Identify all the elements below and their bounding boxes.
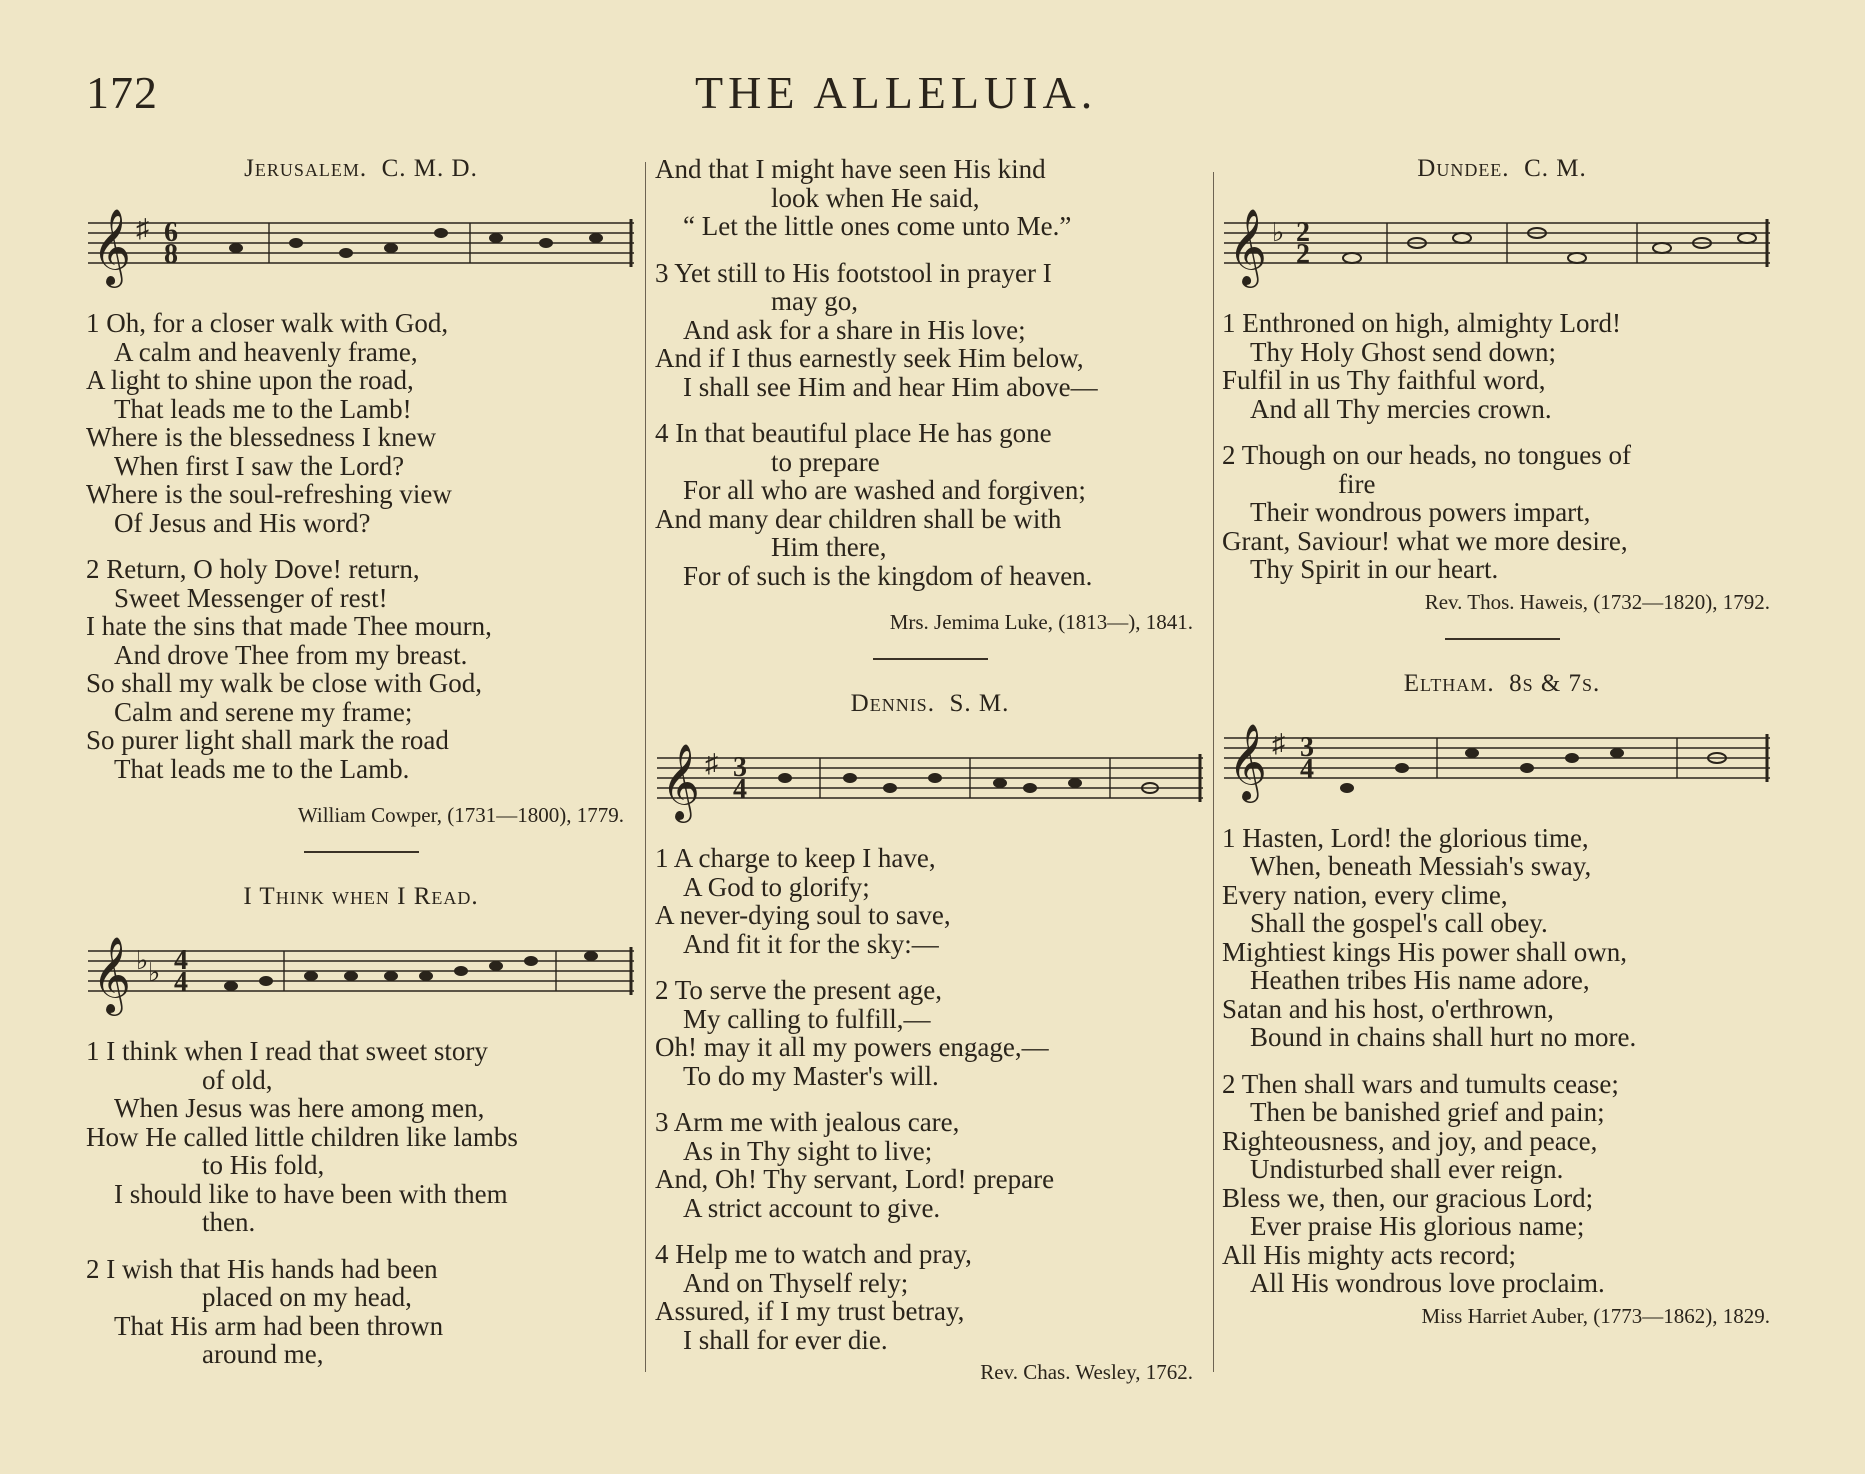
verse-line: And many dear children shall be with (655, 503, 1062, 534)
page-number: 172 (86, 67, 158, 118)
column-rule-right (1213, 172, 1214, 1372)
time-signature-top: 3 (1300, 731, 1314, 763)
verse-line: Satan and his host, o'erthrown, (1222, 993, 1554, 1024)
verse-line: Mightiest kings His power shall own, (1222, 936, 1627, 967)
verse-line: Him there, (771, 532, 887, 562)
verse-line: I shall see Him and hear Him above— (683, 371, 1098, 402)
svg-text:𝄞: 𝄞 (92, 936, 132, 1013)
verse-line: Where is the soul-refreshing view (86, 479, 452, 509)
verse-line: I shall for ever die. (683, 1324, 888, 1355)
verse-line: Their wondrous powers impart, (1250, 497, 1591, 527)
verse-line: then. (202, 1207, 256, 1237)
svg-text:♭: ♭ (136, 946, 149, 975)
stanza (1222, 441, 1782, 584)
verse-line: Shall the gospel's call obey. (1250, 908, 1548, 938)
verse-line: When, beneath Messiah's sway, (1250, 851, 1592, 881)
hymn-jerusalem-stanzas (86, 309, 636, 829)
verse-line: 2 I wish that His hands had been (86, 1253, 438, 1284)
tune-title-jerusalem: Jerusalem. C. M. D. (244, 155, 478, 182)
verse-line: For all who are washed and forgiven; (683, 475, 1086, 505)
verse-line: That leads me to the Lamb. (114, 753, 410, 784)
verse-line: Sweet Messenger of rest! (114, 582, 388, 613)
verse-line: 2 Then shall wars and tumults cease; (1222, 1068, 1619, 1099)
column-2 (655, 155, 1205, 1386)
verse-line: 2 Though on our heads, no tongues of (1222, 440, 1631, 470)
verse-line: around me, (202, 1339, 324, 1369)
time-signature-top: 3 (733, 752, 747, 783)
verse-line: A never-dying soul to save, (655, 900, 951, 930)
hymn-author: Rev. Thos. Haweis, (1732—1820), 1792. (1424, 589, 1770, 614)
tune-title-eltham: Eltham. 8s & 7s. (1403, 669, 1601, 697)
verse-line: to His fold, (202, 1150, 325, 1180)
verse-line: Assured, if I my trust betray, (655, 1296, 965, 1326)
svg-text:♭: ♭ (1272, 218, 1285, 247)
verse-line: Undisturbed shall ever reign. (1250, 1154, 1564, 1184)
verse-line: Of Jesus and His word? (114, 507, 371, 538)
hymn-separator (873, 658, 988, 660)
stanza (655, 1240, 1205, 1354)
verse-line: And fit it for the sky:— (683, 928, 939, 959)
verse-line: Fulfil in us Thy faithful word, (1222, 365, 1546, 395)
verse-line: Where is the blessedness I knew (86, 422, 437, 452)
svg-text:♭: ♭ (148, 958, 161, 987)
time-signature-bottom: 4 (174, 967, 188, 998)
verse-line: “ Let the little ones come unto Me.” (683, 211, 1072, 241)
music-staff-i-think-when-i-read (86, 919, 638, 1019)
verse-line: of old, (202, 1064, 273, 1095)
stanza (86, 1037, 636, 1237)
hymn-author: William Cowper, (1731—1800), 1779. (297, 803, 624, 827)
svg-text:♯: ♯ (1272, 728, 1285, 758)
verse-line: A calm and heavenly frame, (114, 336, 418, 367)
verse-line: And ask for a share in His love; (683, 314, 1026, 345)
svg-text:𝄞: 𝄞 (92, 208, 132, 285)
verse-line: Righteousness, and joy, and peace, (1222, 1125, 1598, 1156)
stanza-continued (655, 155, 1205, 241)
verse-line: look when He said, (771, 182, 980, 213)
svg-text:𝄞: 𝄞 (1228, 722, 1268, 800)
verse-line: A God to glorify; (683, 871, 870, 902)
verse-line: Then be banished grief and pain; (1250, 1097, 1605, 1127)
verse-line: Bless we, then, our gracious Lord; (1222, 1182, 1594, 1213)
verse-line: So purer light shall mark the road (86, 725, 449, 755)
hymn-author: Mrs. Jemima Luke, (1813—), 1841. (889, 610, 1193, 634)
stanza (86, 309, 636, 537)
verse-line: 1 Oh, for a closer walk with God, (86, 308, 449, 338)
verse-line: 1 Hasten, Lord! the glorious time, (1222, 822, 1589, 853)
running-head: THE ALLELUIA. (695, 67, 1098, 118)
verse-line: 3 Arm me with jealous care, (655, 1107, 960, 1137)
svg-text:♯: ♯ (705, 749, 718, 778)
hymn-dennis-stanzas (655, 844, 1205, 1386)
time-signature-bottom: 2 (1296, 239, 1310, 270)
verse-line: 4 Help me to watch and pray, (655, 1239, 972, 1269)
verse-line: 2 Return, O holy Dove! return, (86, 554, 420, 584)
hymn-separator (1445, 638, 1560, 640)
stanza (86, 555, 636, 783)
verse-line: may go, (771, 286, 858, 316)
stanza (1222, 824, 1782, 1052)
time-signature-top: 2 (1296, 217, 1310, 248)
verse-line: 2 To serve the present age, (655, 975, 943, 1005)
music-staff-eltham (1222, 706, 1774, 806)
stanza (655, 259, 1205, 402)
stanza (86, 1255, 636, 1369)
verse-line: I should like to have been with them (114, 1178, 508, 1209)
verse-line: So shall my walk be close with God, (86, 668, 482, 698)
column-3 (1222, 155, 1782, 1330)
column-rule-left (645, 162, 646, 1372)
hymn-dundee-stanzas (1222, 309, 1782, 616)
verse-line: And all Thy mercies crown. (1250, 393, 1552, 424)
verse-line: Heathen tribes His name adore, (1250, 965, 1590, 995)
verse-line: Oh! may it all my powers engage,— (655, 1032, 1049, 1062)
verse-line: to prepare (771, 446, 880, 477)
tune-title-dennis: Dennis. S. M. (850, 690, 1010, 717)
verse-line: And that I might have seen His kind (655, 154, 1046, 184)
verse-line: How He called little children like lambs (86, 1121, 518, 1152)
verse-line: When Jesus was here among men, (114, 1093, 485, 1123)
verse-line: 1 A charge to keep I have, (655, 843, 936, 873)
verse-line: 4 In that beautiful place He has gone (655, 418, 1052, 448)
verse-line: As in Thy sight to live; (683, 1135, 933, 1166)
column-1 (86, 155, 636, 1387)
verse-line: fire (1338, 468, 1376, 499)
verse-line: placed on my head, (202, 1282, 412, 1312)
verse-line: And on Thyself rely; (683, 1267, 909, 1298)
verse-line: My calling to fulfill,— (683, 1003, 931, 1034)
time-signature-bottom: 8 (164, 239, 178, 270)
verse-line: Grant, Saviour! what we more desire, (1222, 525, 1628, 556)
stanza (1222, 309, 1782, 423)
time-signature-top: 4 (174, 945, 188, 976)
verse-line: Ever praise His glorious name; (1250, 1211, 1585, 1241)
verse-line: A light to shine upon the road, (86, 365, 414, 395)
verse-line: Bound in chains shall hurt no more. (1250, 1022, 1637, 1052)
verse-line: 1 Enthroned on high, almighty Lord! (1222, 308, 1621, 338)
verse-line: All His wondrous love proclaim. (1250, 1268, 1605, 1298)
svg-text:♯: ♯ (136, 214, 149, 243)
verse-line: That His arm had been thrown (114, 1310, 444, 1341)
hymn-eltham-stanzas (1222, 824, 1782, 1330)
verse-line: That leads me to the Lamb! (114, 393, 412, 424)
stanza (655, 1108, 1205, 1222)
verse-line: For of such is the kingdom of heaven. (683, 560, 1093, 591)
svg-text:𝄞: 𝄞 (1228, 208, 1268, 285)
music-staff-jerusalem (86, 191, 638, 291)
verse-line: 3 Yet still to His footstool in prayer I (655, 257, 1052, 288)
hymn-author: Miss Harriet Auber, (1773—1862), 1829. (1421, 1303, 1770, 1328)
verse-line: Calm and serene my frame; (114, 696, 413, 727)
stanza (655, 844, 1205, 958)
music-staff-dennis (655, 726, 1207, 826)
time-signature-bottom: 4 (1300, 753, 1314, 785)
hymn-author: Rev. Chas. Wesley, 1762. (980, 1360, 1193, 1384)
verse-line: And, Oh! Thy servant, Lord! prepare (655, 1164, 1055, 1194)
verse-line: Every nation, every clime, (1222, 879, 1508, 910)
time-signature-top: 6 (164, 217, 178, 248)
verse-line: And drove Thee from my breast. (114, 639, 468, 670)
svg-text:𝄞: 𝄞 (661, 743, 701, 820)
hymn-i-think-stanzas-part2 (655, 155, 1205, 636)
verse-line: Thy Holy Ghost send down; (1250, 336, 1556, 367)
music-staff-dundee (1222, 191, 1774, 291)
tune-title-dundee: Dundee. C. M. (1417, 155, 1587, 182)
verse-line: 1 I think when I read that sweet story (86, 1036, 488, 1066)
hymn-i-think-stanzas-part1 (86, 1037, 636, 1369)
time-signature-bottom: 4 (733, 774, 747, 805)
verse-line: I hate the sins that made Thee mourn, (86, 611, 492, 641)
verse-line: Thy Spirit in our heart. (1250, 554, 1499, 584)
stanza (655, 976, 1205, 1090)
hymn-separator (304, 851, 419, 853)
verse-line: And if I thus earnestly seek Him below, (655, 343, 1084, 373)
verse-line: A strict account to give. (683, 1192, 941, 1223)
verse-line: To do my Master's will. (683, 1060, 939, 1091)
stanza (655, 419, 1205, 590)
verse-line: When first I saw the Lord? (114, 450, 405, 481)
stanza (1222, 1070, 1782, 1298)
verse-line: All His mighty acts record; (1222, 1239, 1516, 1270)
tune-title-i-think-when-i-read: I Think when I Read. (243, 883, 479, 910)
